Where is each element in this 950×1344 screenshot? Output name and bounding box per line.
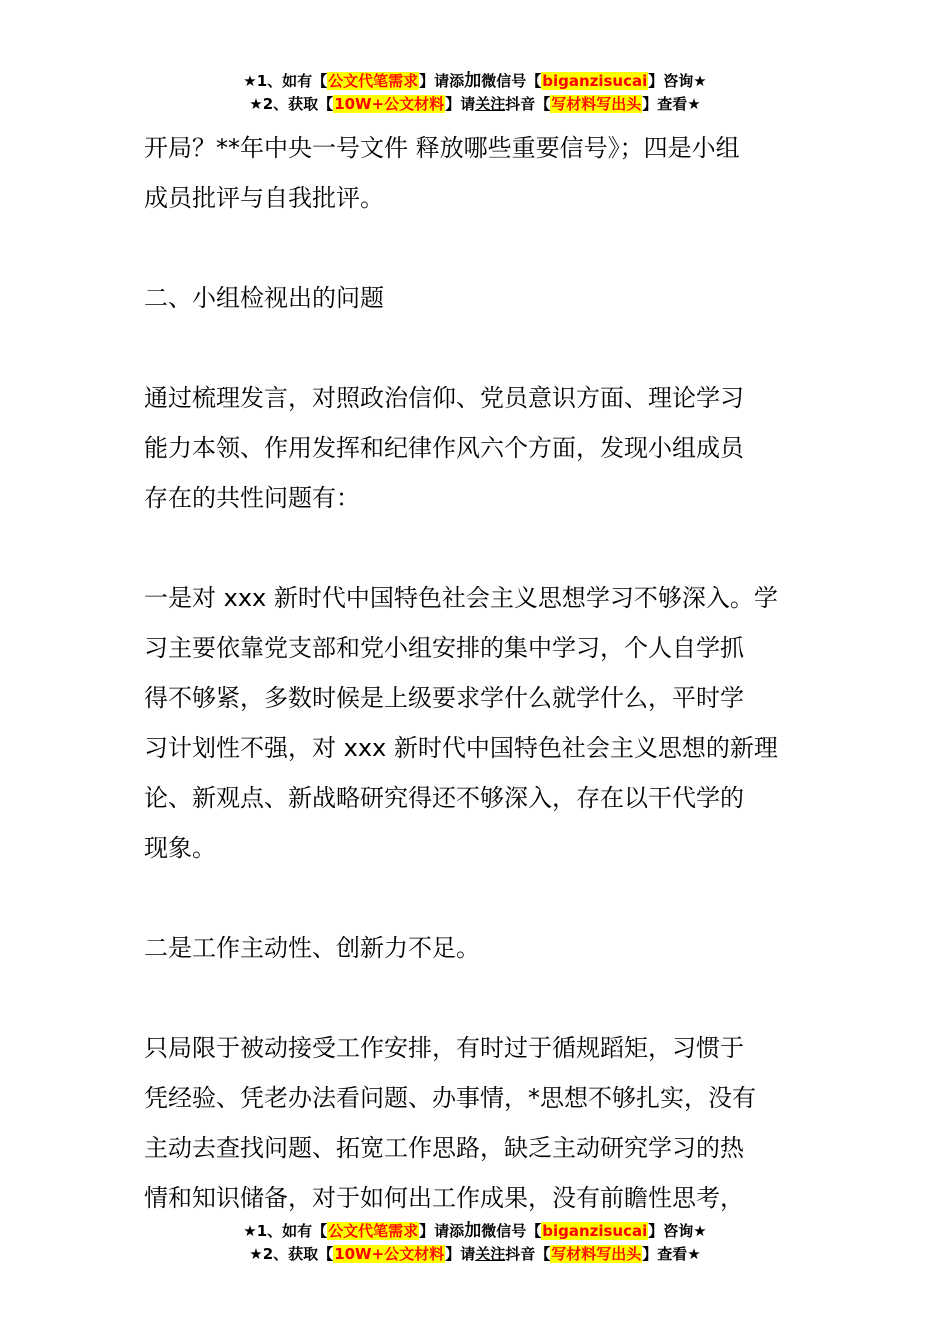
body-line: 能力本领、作用发挥和纪律作风六个方面，发现小组成员: [144, 434, 744, 462]
banner-text: 微信号【: [481, 72, 542, 90]
banner-text: 加: [464, 1221, 482, 1241]
body-line: 只局限于被动接受工作安排，有时过于循规蹈矩，习惯于: [144, 1034, 744, 1062]
banner-text: ★1、如有【: [243, 72, 328, 90]
document-body: [144, 123, 812, 1223]
banner-text: 】请: [445, 1245, 476, 1263]
banner-text: ★2、获取【: [249, 95, 334, 113]
header-banner: [0, 70, 950, 116]
paragraph-gap: [144, 973, 812, 1023]
body-line: 现象。: [144, 834, 216, 862]
highlight-service: 公文代笔需求: [328, 72, 419, 90]
paragraph-gap: [144, 323, 812, 373]
body-line: 论、新观点、新战略研究得还不够深入，存在以干代学的: [144, 784, 744, 812]
banner-text: 关注: [475, 1245, 506, 1263]
footer-banner: [0, 1220, 950, 1266]
paragraph-gap: [144, 523, 812, 573]
body-line: 主动去查找问题、拓宽工作思路，缺乏主动研究学习的热: [144, 1134, 744, 1162]
body-line: 成员批评与自我批评。: [144, 184, 384, 212]
paragraph-gap: [144, 223, 812, 273]
banner-text: 】请: [445, 95, 476, 113]
body-line: 通过梳理发言，对照政治信仰、党员意识方面、理论学习: [144, 384, 744, 412]
banner-text: 抖音【: [505, 1245, 551, 1263]
banner-text: ★2、获取【: [249, 1245, 334, 1263]
banner-text: 微信号【: [481, 1222, 542, 1240]
highlight-materials: 10W+公文材料: [334, 1245, 445, 1263]
banner-text: 】请添: [419, 1222, 465, 1240]
highlight-douyin: 写材料写出头: [551, 1245, 642, 1263]
banner-text: 关注: [475, 95, 506, 113]
banner-line-2: [0, 93, 950, 116]
body-line: 凭经验、凭老办法看问题、办事情，*思想不够扎实，没有: [144, 1084, 756, 1112]
body-line: 存在的共性问题有：: [144, 484, 360, 512]
body-line: 一是对 xxx 新时代中国特色社会主义思想学习不够深入。学: [144, 584, 778, 612]
banner-text: 】咨询★: [648, 1222, 707, 1240]
banner-text: 抖音【: [505, 95, 551, 113]
banner-line-1: [0, 1220, 950, 1243]
body-line: 得不够紧，多数时候是上级要求学什么就学什么，平时学: [144, 684, 744, 712]
section-heading: 二、小组检视出的问题: [144, 284, 384, 312]
banner-line-1: [0, 70, 950, 93]
body-line: 习计划性不强，对 xxx 新时代中国特色社会主义思想的新理: [144, 734, 778, 762]
banner-text: 】查看★: [642, 95, 701, 113]
body-line: 情和知识储备，对于如何出工作成果，没有前瞻性思考，: [144, 1184, 744, 1212]
banner-text: 】咨询★: [648, 72, 707, 90]
body-line: 习主要依靠党支部和党小组安排的集中学习，个人自学抓: [144, 634, 744, 662]
highlight-wechat-id: biganzisucai: [542, 1222, 648, 1240]
body-line: 二是工作主动性、创新力不足。: [144, 934, 480, 962]
highlight-materials: 10W+公文材料: [334, 95, 445, 113]
banner-text: 】请添: [419, 72, 465, 90]
banner-line-2: [0, 1243, 950, 1266]
banner-text: 】查看★: [642, 1245, 701, 1263]
highlight-wechat-id: biganzisucai: [542, 72, 648, 90]
paragraph-gap: [144, 873, 812, 923]
body-line: 开局？**年中央一号文件 释放哪些重要信号》；四是小组: [144, 134, 740, 162]
highlight-douyin: 写材料写出头: [551, 95, 642, 113]
banner-text: 加: [464, 71, 482, 91]
highlight-service: 公文代笔需求: [328, 1222, 419, 1240]
banner-text: ★1、如有【: [243, 1222, 328, 1240]
